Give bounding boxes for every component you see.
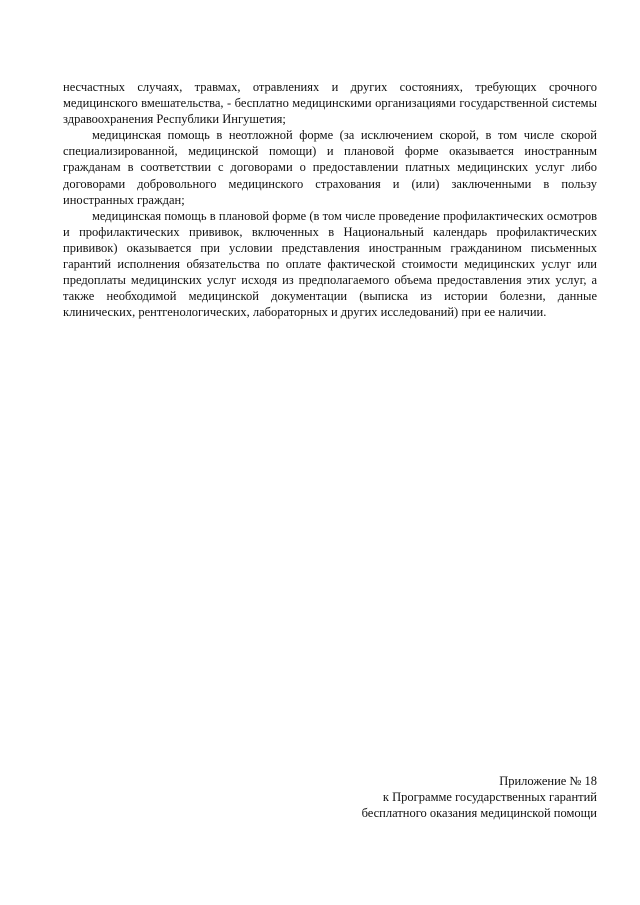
paragraph-urgent-care: медицинская помощь в неотложной форме (за исключением скорой, в том числе скорой специализированной, медицинской помощи) и плановой форме оказывается иностранным гражданам в соответствии с договорами о предоставлении платных медицинских услуг либо договорами добровольного медицинского страхования и (или) заключенными в пользу иностранных граждан; (63, 128, 597, 207)
paragraph-planned-care: медицинская помощь в плановой форме (в том числе проведение профилактических осмотров и профилактических прививок, включенных в Национальный календарь профилактических прививок) оказывается при условии представления иностранным гражданином письменных гарантий исполнения обязательства по оплате фактической стоимости медицинских услуг или предоплаты медицинских услуг исходя из предполагаемого объема предоставления этих услуг, а также необходимой медицинской документации (выписка из истории болезни, данные клинических, рентгенологических, лабораторных и других исследований) при ее наличии. (63, 208, 597, 320)
appendix-header (277, 773, 597, 821)
appendix-program-line: к Программе государственных гарантий (382, 790, 597, 805)
paragraph-emergency-care: несчастных случаях, травмах, отравлениях и других состояниях, требующих срочного медицинского вмешательства, - бесплатно медицинскими организациями государственной системы здравоохранения Республики Ингушетия; (63, 80, 597, 127)
document-body (63, 79, 597, 320)
appendix-free-care-line: бесплатного оказания медицинской помощи (361, 806, 597, 821)
appendix-number: Приложение № 18 (499, 774, 597, 788)
